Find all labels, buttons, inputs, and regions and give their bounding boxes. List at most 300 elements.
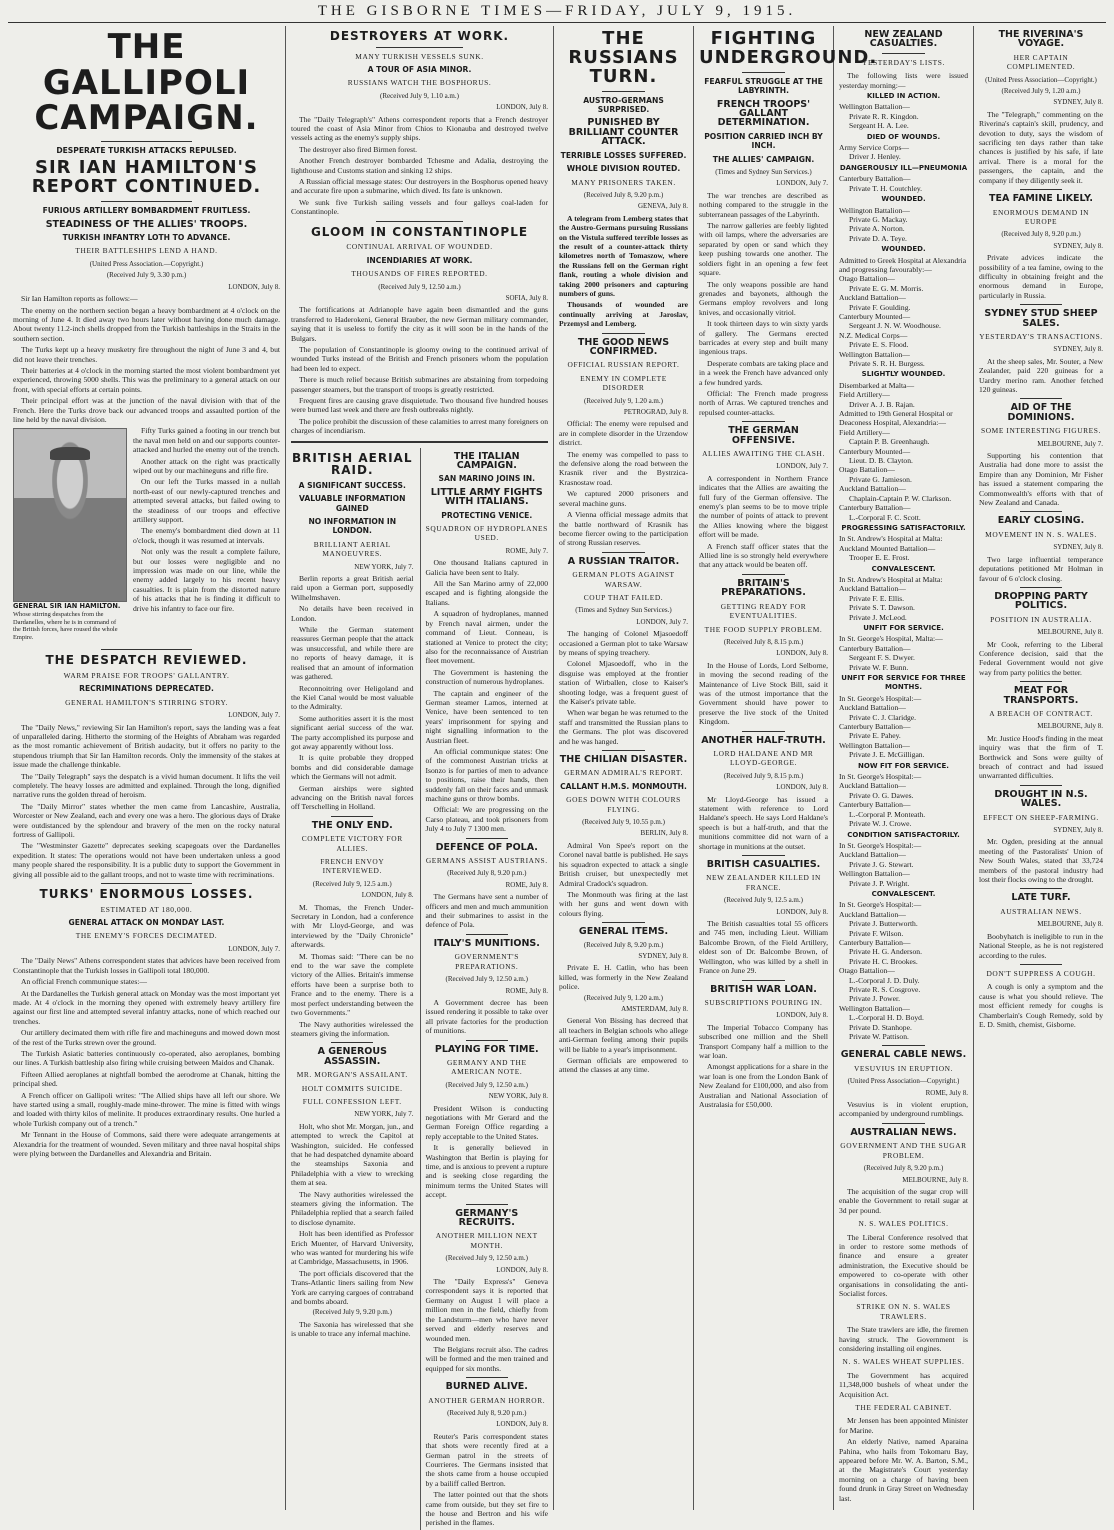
rule xyxy=(1020,189,1062,190)
dateline: LONDON, July 7. xyxy=(228,944,280,953)
dateline: LONDON, July 8. xyxy=(776,907,828,916)
received-line: (Received July 8, 9.20 p.m.) xyxy=(447,869,527,878)
dateline: MELBOURNE, July 8. xyxy=(1037,920,1103,929)
paragraph: Holt has been identified as Professor Erich Muenter, of Harvard University, who was wanted for murdering his wife at Cambridge, Massachusetts, in 1906. xyxy=(291,1229,414,1267)
masthead: THE GISBORNE TIMES—FRIDAY, JULY 9, 1915. xyxy=(8,0,1106,23)
list-unit: In St. Andrew's Hospital at Malta: xyxy=(839,534,943,544)
received-line: (Received July 9, 1.20 a.m.) xyxy=(584,396,663,405)
paragraph: All the San Marino army of 22,000 escaped and is fighting alongside the Italians. xyxy=(425,579,548,607)
paragraph: The Turks kept up a heavy musketry fire throughout the night of June 3 and 4, but did not leave their trenches. xyxy=(13,345,280,364)
dateline: SYDNEY, July 8. xyxy=(1053,241,1103,250)
headline-aerial-raid: BRITISH AERIAL RAID. xyxy=(292,450,413,478)
subhead: LITTLE ARMY FIGHTS WITH ITALIANS. xyxy=(430,486,543,508)
dateline: LONDON, July 8. xyxy=(776,783,828,792)
list-item: Driver A. J. B. Rajan. xyxy=(849,399,915,409)
dateline: MELBOURNE, July 8. xyxy=(1037,628,1103,637)
column-2 xyxy=(286,26,554,1528)
paragraph: President Wilson is conducting negotiations with Mr Gerard and the German Foreign Office regarding a reply acceptable to the United States. xyxy=(425,1103,548,1141)
subhead: CALLANT H.M.S. MONMOUTH. xyxy=(560,781,687,791)
paragraph: Mr. Justice Hood's finding in the meat inquiry was that the firm of T. Borthwick and Sons were guilty of breach of contract and had issued unwarranted difficulties. xyxy=(979,733,1103,781)
list-item: Private H. G. Anderson. xyxy=(849,947,922,957)
headline-munitions: ITALY'S MUNITIONS. xyxy=(433,937,540,949)
list-unit: Wellington Battalion— xyxy=(839,869,910,879)
paragraph: A correspondent in Northern France indicates that the Allies are awaiting the full fury of the German offensive. The enemy's plan seems to be to move triple the number of points of attack to prevent the Allies knowing where the biggest effort will be made. xyxy=(699,473,828,540)
paragraph: Boobyhatch is ineligible to run in the National Steeple, as he is not registered according to the rules. xyxy=(979,931,1103,960)
rule xyxy=(602,552,646,553)
subhead: A BREACH OF CONTRACT. xyxy=(989,708,1093,718)
dateline: ROME, July 8. xyxy=(925,1088,968,1097)
dateline: ROME, July 8. xyxy=(505,880,548,889)
paragraph: The Belgians recruit also. The cadres will be formed and the men trained and equipped for six months. xyxy=(425,1344,548,1373)
list-unit: In St. George's Hospital:— xyxy=(839,840,922,850)
paragraph: Another attack on the right was practically wiped out by our machineguns and rifle fire. xyxy=(133,456,280,475)
received-line: (Received July 9, 10.55 p.m.) xyxy=(582,818,665,827)
sub-column-right xyxy=(420,448,549,1530)
list-unit: Admitted to Greek Hospital at Alexandria and progressing favourably:— xyxy=(839,255,967,274)
subhead: GERMANY AND THE AMERICAN NOTE. xyxy=(446,1057,527,1077)
paragraph: The "Daily News" Athens correspondent states that advices have been received from Constantinople that the Turkish losses in Gallipoli total 180,000. xyxy=(13,956,280,975)
subhead: AUSTRO-GERMANS SURPRISED. xyxy=(583,95,664,115)
list-unit: Otago Battalion— xyxy=(839,966,895,976)
paragraph: German airships were sighted advancing on the British naval forces off Terschelling in Holland. xyxy=(291,783,414,812)
subhead: GERMAN ADMIRAL'S REPORT. xyxy=(564,768,683,778)
dateline: SOFIA, July 8. xyxy=(505,293,548,302)
paragraph: Mr. Ogden, presiding at the annual meeting of the Pastoralists' Union of New South Wales, stated that 33,724 members of the pastoral industry had lost their flocks owing to the drought. xyxy=(979,837,1103,885)
subhead: FEARFUL STRUGGLE AT THE LABYRINTH. xyxy=(704,76,823,96)
subhead: CONTINUAL ARRIVAL OF WOUNDED. xyxy=(346,242,493,252)
dateline: LONDON, July 8. xyxy=(361,891,414,900)
paragraph: Amongst applications for a share in the war loan is one from the London Bank of New Zealand for £100,000, and also from Australian and National Association of Australasia for £50,000. xyxy=(699,1062,828,1109)
paragraph: In the House of Lords, Lord Selborne, in moving the second reading of the Maintenance of Live Stock Bill, said it was of the utmost importance that the Government should have power to preserve the live stock of the United Kingdom. xyxy=(699,660,828,727)
dateline: LONDON, July 8. xyxy=(776,649,828,658)
subhead: COMPLETE VICTORY FOR ALLIES. xyxy=(301,834,403,853)
list-heading: UNFIT FOR SERVICE FOR THREE MONTHS. xyxy=(841,674,966,692)
subhead: LORD HALDANE AND MR LLOYD-GEORGE. xyxy=(713,748,814,768)
subhead: SUBSCRIPTIONS POURING IN. xyxy=(704,997,823,1007)
rule xyxy=(602,922,646,923)
paragraph: The captain and engineer of the German steamer Lamos, interned at Venice, have been sentenced to ten years' imprisonment for spying and night signalling information to the Austrian fleet. xyxy=(425,688,548,745)
received-line: (Received July 9, 1.20 a.m.) xyxy=(1001,87,1081,96)
subhead: FRENCH TROOPS' GALLANT DETERMINATION. xyxy=(716,98,811,129)
list-item: Private E. S. Flood. xyxy=(849,340,909,350)
paragraph: The Liberal Conference resolved that in order to restore some methods of finance and ensure a greater administration, the Executive should be empowered to co-operate with other organisations in consolidating the anti-Socialist forces. xyxy=(839,1232,968,1298)
list-heading: UNFIT FOR SERVICE. xyxy=(863,623,944,632)
dateline: SYDNEY, July 8. xyxy=(1053,543,1103,552)
list-item: Private G. Jamieson. xyxy=(849,474,912,484)
headline-riverina: THE RIVERINA'S VOYAGE. xyxy=(998,29,1084,50)
headline-italian-campaign: THE ITALIAN CAMPAIGN. xyxy=(453,450,520,471)
headline-britains-preparations: BRITAIN'S PREPARATIONS. xyxy=(721,577,806,599)
split-columns xyxy=(291,448,548,1530)
list-item: L.-Corporal P. Monteath. xyxy=(849,809,926,819)
received-line: (Received July 8, 9.20 p.m.) xyxy=(863,1164,944,1173)
paragraph: The State trawlers are idle, the firemen having struck. The Government is considering installing oil engines. xyxy=(839,1325,968,1353)
subhead: POSITION CARRIED INCH BY INCH. xyxy=(704,131,823,151)
headline-tea-famine: TEA FAMINE LIKELY. xyxy=(988,193,1094,205)
paragraph: Reuter's Paris correspondent states that shots were recently fired at a German patrol in the streets of Courrieres. The Germans insisted that the shots came from a house occupied by a bailiff called Bertron. xyxy=(425,1431,548,1488)
subhead: MOVEMENT IN N. S. WALES. xyxy=(985,529,1097,539)
list-heading: CONVALESCENT. xyxy=(871,889,936,898)
paragraph: The British casualties total 55 officers and 745 men, including Lieut. William Balcombe Brown, of the Field Artillery, eldest son of Dr. Balcombe Brown, of Wellington, who was killed by a shell in France on June 29. xyxy=(699,919,828,976)
paragraph: At the Dardanelles the Turkish general attack on Monday was the most important yet made. At 4 o'clock in the morning they opened with extremely heavy artillery fire against our first line and attempted several infantry attacks, none of which reached our trenches. xyxy=(13,988,280,1026)
subhead: INCENDIARIES AT WORK. xyxy=(366,255,473,265)
paragraph: The narrow galleries are feebly lighted with oil lamps, where the adversaries are separated by open or sand which they keep pushing towards one another. The soldiers fight in an opening a few feet square. xyxy=(699,221,828,278)
list-unit: Auckland Battalion— xyxy=(839,850,906,860)
subhead: STRIKE ON N. S. WALES TRAWLERS. xyxy=(856,1302,951,1321)
list-unit: Canterbury Mounted— xyxy=(839,311,911,321)
list-item: Private F. Goulding. xyxy=(849,302,911,312)
headline-only-end: THE ONLY END. xyxy=(311,819,393,831)
paragraph: We sunk five Turkish sailing vessels and four galleys coal-laden for Constantinople. xyxy=(291,197,548,217)
headline-early-closing: EARLY CLOSING. xyxy=(997,515,1085,527)
subhead: STEADINESS OF THE ALLIES' TROOPS. xyxy=(45,218,248,230)
headline-cable-news: GENERAL CABLE NEWS. xyxy=(840,1049,967,1061)
list-heading: WOUNDED. xyxy=(881,245,926,254)
paragraph: The "Telegraph," commenting on the Riverina's captain's skill, prudency, and devotion to duty, says the wisdom of sacrificing ten days rather than take chances is justified by his safe, if late arrival. There is a moral for the passengers, the captain, and the company if they diligently seek it. xyxy=(979,109,1103,185)
received-line: (Received July 8, 9.20 p.m.) xyxy=(583,940,664,949)
list-item: L.-Corporal J. D. Duly. xyxy=(849,975,920,985)
list-item: Private S. R. H. Burgess. xyxy=(849,359,925,368)
list-item: Private W. F. Bunn. xyxy=(849,662,909,672)
rule xyxy=(1020,398,1062,399)
list-item: Captain P. B. Greenhaugh. xyxy=(849,437,930,447)
received-line: (Received July 9, 8.15 p.m.) xyxy=(723,771,804,780)
rule xyxy=(602,91,646,92)
list-item: Sergeant H. A. Lee. xyxy=(849,121,909,131)
paragraph: Official: The French made progress north of Arras. We captured trenches and repulsed counter-attacks. xyxy=(699,388,828,417)
rule xyxy=(742,421,786,422)
subhead: HOLT COMMITS SUICIDE. xyxy=(301,1083,403,1093)
received-line: (Received July 9, 9.20 p.m.) xyxy=(312,1308,392,1317)
list-item: Private E. Pahey. xyxy=(849,731,901,741)
list-unit: Otago Battalion— xyxy=(839,274,895,284)
paragraph: Frequent fires are causing grave disquietude. Two thousand five hundred houses were burned last week and there are fresh outbreaks nightly. xyxy=(291,395,548,415)
headline-defence-pola: DEFENCE OF POLA. xyxy=(435,841,538,853)
paragraph: A French officer on Gallipoli writes: "The Allied ships have all left our shore. We have started using a small, roughly-made mine-thrower. The mine is fitted with wings and loaded with thirty kilos of melinite. It produces extraordinary results. One hurled a whole Turkish company out of a trench." xyxy=(13,1090,280,1128)
list-unit: Field Artillery— xyxy=(839,390,890,400)
paragraph: There is much relief because British submarines are abstaining from torpedoing passenger steamers, but the transport of troops is greatly restricted. xyxy=(291,375,548,394)
list-heading: SLIGHTLY WOUNDED. xyxy=(861,370,946,379)
subhead: SAN MARINO JOINS IN. xyxy=(438,474,536,484)
rule xyxy=(101,883,192,884)
subhead: COUP THAT FAILED. xyxy=(583,592,664,602)
subhead: THE ENEMY'S FORCES DECIMATED. xyxy=(75,931,218,941)
list-heading: CONDITION SATISFACTORILY. xyxy=(847,830,960,839)
list-item: L.-Corporal H. D. Boyd. xyxy=(849,1013,924,1023)
paragraph: Our artillery decimated them with rifle fire and machineguns and mowed down most of the rest of the Turks strewn over the ground. xyxy=(13,1028,280,1047)
received-line: (Received July 9, 12.5 a.m.) xyxy=(312,879,392,888)
list-item: Private E. G. M. Morris. xyxy=(849,283,924,293)
headline-burned-alive: BURNED ALIVE. xyxy=(445,1381,528,1393)
received-line: (Received July 9, 12.5 a.m.) xyxy=(724,896,803,905)
list-item: Driver J. Henley. xyxy=(849,152,901,162)
list-unit: Wellington Battalion— xyxy=(839,740,910,750)
subhead: THE FEDERAL CABINET. xyxy=(855,1403,952,1413)
paragraph: Mr Cook, referring to the Liberal Conference decision, said that the Federal Government would not give way from party politics the better. xyxy=(979,639,1103,677)
paragraph: A squadron of hydroplanes, manned by French naval airmen, under the command of Lieut. Conneau, is stationed at Venice to protect the city; also for the reconnaissance of Austrian fleet movement. xyxy=(425,609,548,666)
received-line: (Received July 9, 12.50 a.m.) xyxy=(445,1080,528,1089)
list-unit: Auckland Battalion— xyxy=(839,703,906,713)
paragraph: It is quite probable they dropped bombs and did considerable damage which the Germans will not admit. xyxy=(291,753,414,782)
subhead: N. S. WALES POLITICS. xyxy=(858,1219,949,1229)
rule xyxy=(742,980,786,981)
paragraph: It is generally believed in Washington that Berlin is playing for time, and is anxious to prevent a rupture and is seeking close regarding the minimum terms the United States will accept. xyxy=(425,1143,548,1200)
paragraph: Mr Lloyd-George has issued a statement with reference to Lord Haldane's speech. He says Lord Haldane's speech is but a half-truth, and that the munitions committee did not warn of a shortage in munitions at the outset. xyxy=(699,794,828,851)
paragraph: The destroyer also fired Birmen forest. xyxy=(299,144,418,154)
subhead: A TOUR OF ASIA MINOR. xyxy=(367,65,472,74)
list-unit: Canterbury Battalion— xyxy=(839,503,911,513)
list-unit: Canterbury Mounted— xyxy=(839,446,911,456)
dateline: ROME, July 7. xyxy=(505,546,548,555)
dateline: NEW YORK, July 7. xyxy=(354,1110,414,1119)
subhead: AUSTRALIAN NEWS. xyxy=(1000,906,1082,916)
dateline: LONDON, July 8. xyxy=(496,1420,548,1429)
paragraph: Mr Jensen has been appointed Minister for Marine. xyxy=(839,1416,968,1435)
list-item: Private W. Pattison. xyxy=(849,1032,909,1042)
list-heading: KILLED IN ACTION. xyxy=(866,92,941,101)
dateline: LONDON, July 8. xyxy=(496,103,548,112)
dateline: LONDON, July 8. xyxy=(228,282,280,291)
received-line: (Received July 9, 1.20 a.m.) xyxy=(584,993,663,1002)
list-item: L.-Corporal F. C. Scott. xyxy=(849,512,921,522)
headline-general-items: GENERAL ITEMS. xyxy=(578,926,669,938)
dateline: LONDON, July 8. xyxy=(776,1011,828,1020)
list-item: Private J. Power. xyxy=(849,994,901,1004)
paragraph: M. Thomas said: "There can be no end to the war save the complete victory of the Allies. Britain's immense efforts have been a surprise both to France and to the enemy. There is a most perfect understanding between the two Governments." xyxy=(291,951,414,1018)
rule xyxy=(1020,511,1062,512)
list-item: Lieut. D. B. Clayton. xyxy=(849,456,913,466)
list-item: Private R. R. Kingdon. xyxy=(849,111,919,121)
paragraph: We captured 2000 prisoners and several machine guns. xyxy=(559,489,688,508)
received-line: (Received July 8, 9.20 p.m.) xyxy=(583,190,664,199)
subhead: ESTIMATED AT 180,000. xyxy=(100,904,193,914)
list-unit: Canterbury Battalion— xyxy=(839,643,911,653)
credit-line: (United Press Association—Copyright.) xyxy=(985,75,1097,84)
rule xyxy=(882,1123,926,1124)
subhead: VESUVIUS IN ERUPTION. xyxy=(853,1063,954,1073)
paragraph: The war trenches are described as nothing compared to the struggle in the subterranean passages of the Labyrinth. xyxy=(699,190,828,219)
dateline: MELBOURNE, July 8. xyxy=(902,1175,968,1184)
list-unit: Auckland Battalion— xyxy=(839,584,906,594)
paragraph: The enemy's bombardment died down at 11 o'clock, though it was resumed at intervals. xyxy=(133,526,280,545)
headline-despatch: THE DESPATCH REVIEWED. xyxy=(45,653,248,668)
paragraph: The Saxonia has wirelessed that she is unable to trace any infernal machine. xyxy=(291,1319,414,1339)
list-item: Private F. Wilson. xyxy=(849,928,904,938)
list-unit: Canterbury Battalion— xyxy=(839,722,911,732)
list-item: Private J. Butterworth. xyxy=(849,919,918,929)
rule xyxy=(466,1040,508,1041)
paragraph: Official: The enemy were repulsed and are in complete disorder in the Urzendow district. xyxy=(559,419,688,448)
paragraph: The Navy authorities wirelessed the steamers giving the information. The Philadelphia replied that a search failed to disclose dynamite. xyxy=(291,1189,414,1227)
list-heading: CONVALESCENT. xyxy=(871,564,936,573)
list-heading: PROGRESSING SATISFACTORILY. xyxy=(841,523,966,532)
subhead: THEIR BATTLESHIPS LEND A HAND. xyxy=(75,246,218,256)
paragraph: M. Thomas, the French Under-Secretary in London, had a conference with Mr Lloyd-George, and was interviewed by the "Daily Chronicle" afterwards. xyxy=(291,902,414,950)
list-heading: DIED OF WOUNDS. xyxy=(866,132,941,141)
paragraph: A Government decree has been issued rendering it possible to take over all private factories for the production of munitions. xyxy=(425,997,548,1036)
list-unit: N.Z. Medical Corps— xyxy=(839,330,908,340)
list-unit: In St. Andrew's Hospital at Malta: xyxy=(839,574,943,584)
list-unit: In St. George's Hospital:— xyxy=(839,772,922,782)
paragraph: The "Westminster Gazette" deprecates seeking scapegoats over the Dardanelles expedition. It states: The operations would not have been undertaken unless a good many people shared the responsibility. It is a public duty to support the Government in giving all possible aid to the gallant troops, and not to waste time with recriminations. xyxy=(13,841,280,879)
paragraph: Fifty Turks gained a footing in our trench but the naval men held on and our supports counter-attacked and hurled the enemy out of the trench. xyxy=(133,426,280,455)
headline-gallipoli: THE GALLIPOLI CAMPAIGN. xyxy=(34,27,259,139)
paragraph: The police prohibit the discussion of these calamities to arrest many foreigners on charges of incendiarism. xyxy=(291,416,548,436)
list-item: Private J. E. McGilligan. xyxy=(849,750,925,760)
subhead: MANY PRISONERS TAKEN. xyxy=(571,177,676,187)
rule xyxy=(1020,681,1062,682)
list-heading: NOW FIT FOR SERVICE. xyxy=(858,761,949,770)
headline-recruits: GERMANY'S RECRUITS. xyxy=(455,1207,519,1229)
column-5 xyxy=(834,26,974,1510)
paragraph: When war began he was returned to the staff and transmitted the Russian plans to the Germans. The plot was discovered and he was hanged. xyxy=(559,708,688,746)
list-unit: Auckland Battalion— xyxy=(839,781,906,791)
caption-title: GENERAL SIR IAN HAMILTON. xyxy=(13,602,121,611)
subhead: YESTERDAY'S TRANSACTIONS. xyxy=(979,331,1103,341)
list-unit: In St. George's Hospital:— xyxy=(839,693,922,703)
paragraph: It took thirteen days to win sixty yards of gallery. The Germans erected barricades at every step and built many ingenious traps. xyxy=(699,319,828,357)
caption-text: Whose stirring despatches from the Dardanelles, where he is in command of the British forces, have roused the whole Empire. xyxy=(13,610,118,641)
list-unit: Auckland Battalion— xyxy=(839,293,906,303)
paragraph: German officials are empowered to attend the classes at any time. xyxy=(559,1056,688,1075)
received-line: (Received July 9, 12.50 a.m.) xyxy=(445,975,528,984)
subhead: PUNISHED BY BRILLIANT COUNTER ATTACK. xyxy=(568,117,679,148)
paragraph: Fifteen Allied aeroplanes at nightfall bombed the aerodrome at Chanak, hitting the principal shed. xyxy=(13,1069,280,1089)
rule xyxy=(466,1377,508,1378)
list-item: Sergeant J. N. W. Woodhouse. xyxy=(849,321,941,331)
subhead: SQUADRON OF HYDROPLANES USED. xyxy=(425,524,548,543)
headline-good-news: THE GOOD NEWS CONFIRMED. xyxy=(577,336,670,358)
paragraph: Desperate combats are taking place and in a week the French have advanced only a few hundred yards. xyxy=(699,358,828,387)
list-unit: In St. George's Hospital:— xyxy=(839,900,922,910)
subhead: TERRIBLE LOSSES SUFFERED. xyxy=(560,150,687,160)
paragraph: The following lists were issued yesterday morning:— xyxy=(839,71,968,90)
subhead: GOES DOWN WITH COLOURS FLYING. xyxy=(566,795,681,814)
subhead: GETTING READY FOR EVENTUALITIES. xyxy=(720,601,807,621)
subhead: VALUABLE INFORMATION GAINED xyxy=(299,494,406,513)
paragraph: The "Daily Express's" Geneva correspondent says it is reported that Germany on August 1 will place a million men in the field, chiefly from the Landsturm—men who have never served and elderly reserves and wounded men. xyxy=(425,1277,548,1343)
list-unit: Disembarked at Malta— xyxy=(839,380,915,390)
dateline: SYDNEY, July 8. xyxy=(1053,98,1103,107)
list-item: Private D. Stanhope. xyxy=(849,1022,912,1032)
dateline: SYDNEY, July 8. xyxy=(638,951,688,960)
list-item: Private H. C. Brookes. xyxy=(849,956,918,966)
subhead: FURIOUS ARTILLERY BOMBARDMENT FRUITLESS. xyxy=(42,206,251,216)
list-item: Private J. McLeod. xyxy=(849,612,907,622)
list-item: Private J. G. Stewart. xyxy=(849,859,914,869)
subhead: NEW ZEALANDER KILLED IN FRANCE. xyxy=(706,873,821,892)
rule xyxy=(331,1042,373,1043)
paragraph: Official: We are progressing on the Carso plateau, and took prisoners from July 4 to July 7 1300 men. xyxy=(425,805,548,834)
paragraph: An elderly Native, named Aparaina Pahina, who hails from Tokomaru Bay, appeared before Mr. W. A. Barton, S.M., at the Magistrate's Court yesterday morning on a charge of having been found drunk in Gray Street on Wednesday last. xyxy=(839,1437,968,1503)
rule xyxy=(882,1045,926,1046)
list-item: Private W. J. Crowe. xyxy=(849,819,912,829)
dateline: PETROGRAD, July 8. xyxy=(623,408,688,417)
subhead: GOVERNMENT'S PREPARATIONS. xyxy=(454,952,519,971)
subhead: MR. MORGAN'S ASSAILANT. xyxy=(296,1070,408,1080)
rule xyxy=(1020,304,1062,305)
dateline: NEW YORK, July 8. xyxy=(488,1092,548,1101)
paragraph: The Government is hastening the construction of numerous hydroplanes. xyxy=(425,667,548,687)
paragraph: Thousands of wounded are continually arriving at Jaroslav, Przemysl and Lemberg. xyxy=(559,300,688,329)
list-unit: Wellington Battalion— xyxy=(839,349,910,359)
paragraph: Admiral Von Spee's report on the Coronel naval battle is published. He says his squadron expected to attack a single British cruiser, but unexpectedly met Admiral Cradock's squadron. xyxy=(559,840,688,888)
headline-war-loan: BRITISH WAR LOAN. xyxy=(710,983,817,995)
received-line: (United Press Association—Copyright.) xyxy=(847,1077,960,1086)
headline-party-politics: DROPPING PARTY POLITICS. xyxy=(994,590,1088,612)
list-item: Private R. S. Cosgrove. xyxy=(849,985,921,994)
rule xyxy=(742,855,786,856)
column-3 xyxy=(554,26,694,1510)
list-unit: Wellington Battalion— xyxy=(839,205,910,215)
headline-destroyers: DESTROYERS AT WORK. xyxy=(329,29,510,43)
paragraph: General Von Bissing has decreed that all teachers in Belgian schools who allege anti-German feeling among their pupils will be liable to a year's imprisonment. xyxy=(559,1016,688,1054)
paragraph: Reconnoitring over Heligoland and the Kiel Canal would be most valuable to the Admiralty. xyxy=(291,683,414,712)
list-unit: Auckland Mounted Battalion— xyxy=(839,543,936,553)
list-unit: Wellington Battalion— xyxy=(839,1003,910,1013)
dateline: LONDON, July 7. xyxy=(636,617,688,626)
paragraph: The "Daily Telegraph" says the despatch is a vivid human document. It lifts the veil completely. The heavy losses are admitted and explained. Through the long, dignified narrative runs the golden thread of heroism. xyxy=(13,771,280,800)
paragraph: Supporting his contention that Australia had done more to assist the Empire than any Dominion, Mr Fisher has issued a statement comparing the Commonwealth's efforts with that of New Zealand and Canada. xyxy=(979,451,1103,508)
subhead: ENORMOUS DEMAND IN EUROPE xyxy=(992,207,1090,226)
paragraph: While the German statement reassures German people that the attack was unsuccessful, and while there are no reports of heavy damage, it is realised that an amount of information was gathered. xyxy=(291,625,414,682)
headline-hamilton-report: SIR IAN HAMILTON'S REPORT CONTINUED. xyxy=(31,157,262,198)
list-item: Private F. E. Ellis. xyxy=(849,593,905,603)
headline-fighting-underground: FIGHTING UNDERGROUND. xyxy=(699,28,878,68)
subhead: PROTECTING VENICE. xyxy=(441,510,533,520)
dateline: LONDON, July 7. xyxy=(776,179,828,188)
dateline: GENEVA, July 8. xyxy=(637,202,688,211)
paragraph: Colonel Mjasoedoff, who in the disguise was employed at the frontier station of Wirballen, close to Kaiser's shooting lodge, was a frequent guest of the Kaiser's private table. xyxy=(559,659,688,707)
rule xyxy=(1020,964,1062,965)
list-unit: Admitted to 19th General Hospital or Deaconess Hospital, Alexandria:— xyxy=(839,409,953,428)
headline-russians-turn: THE RUSSIANS TURN. xyxy=(568,28,679,87)
paragraph: Another French destroyer bombarded Tchesme and Adalia, destroying the lighthouse and Customs station and sinking 12 ships. xyxy=(291,156,548,175)
list-unit: Field Artillery— xyxy=(839,427,890,437)
rule xyxy=(466,934,508,935)
list-unit: Canterbury Battalion— xyxy=(839,937,911,947)
list-item: Private G. Mackay. xyxy=(849,214,908,224)
paragraph: A telegram from Lemberg states that the Austro-Germans pursuing Russians on the Vistula suffered terrible losses as the result of a counter-attack thirty kilometres north of Tomaszow, where the Russians fell on the German right flank, routing a whole division and taking 2000 prisoners and capturing numbers of guns. xyxy=(559,213,688,298)
headline-stud-sheep: SYDNEY STUD SHEEP SALES. xyxy=(984,308,1098,329)
paragraph: Sir Ian Hamilton reports as follows:— xyxy=(21,294,138,304)
received-line: (Received July 8, 8.15 p.m.) xyxy=(723,637,804,646)
paragraph: The Government has acquired 11,348,000 bushels of wheat under the Acquisition Act. xyxy=(839,1370,968,1399)
subhead: ANOTHER GERMAN HORROR. xyxy=(428,1395,546,1405)
headline-nz-casualties: NEW ZEALAND CASUALTIES. xyxy=(864,29,943,50)
rule xyxy=(376,221,463,222)
subhead: HER CAPTAIN COMPLIMENTED. xyxy=(1006,52,1076,72)
dateline: ROME, July 8. xyxy=(505,986,548,995)
paragraph: The "Daily Mirror" states whether the men came from Lancashire, Australia, Worcester or New Zealand, each and every one was a hero. The glorious days of Drake were outdistanced by the splendour and bravery of the men on the rocky natural fortress of Gallipoli. xyxy=(13,801,280,840)
paragraph: A Vienna official message admits that the battle northward of Krasnik has become fiercer owing to the participation of strong Russian reserves. xyxy=(559,510,688,548)
subhead: POSITION IN AUSTRALIA. xyxy=(990,614,1092,624)
rule xyxy=(1020,587,1062,588)
subhead: GERMANS ASSIST AUSTRIANS. xyxy=(425,856,548,866)
paragraph: Not only was the result a complete failure, but our losses were negligible and no impression was made on our line, while the enemy added largely to his recent heavy casualties. It is plain from the distorted nature of his attacks that he is finding it difficult to drive his infantry to face our fire. xyxy=(133,547,280,613)
paragraph: Berlin reports a great British aerial raid upon a German port, supposedly Wilhelmshaven. xyxy=(291,574,414,602)
subhead: YESTERDAY'S LISTS. xyxy=(862,57,945,67)
headline-aid-dominions: AID OF THE DOMINIONS. xyxy=(1007,402,1075,423)
received-line: (Received July 9, 12.50 a.m.) xyxy=(378,282,461,291)
paragraph: The acquisition of the sugar crop will enable the Government to retail sugar at 3d per pound. xyxy=(839,1186,968,1215)
subhead: DON'T SUPPRESS A COUGH. xyxy=(986,968,1096,978)
paragraph: The Navy authorities wirelessed the steamers giving the information. xyxy=(291,1019,414,1038)
rule xyxy=(331,816,373,817)
rule xyxy=(742,731,786,732)
list-item: Private O. G. Dawes. xyxy=(849,790,914,800)
received-line: (Received July 8, 9.20 p.m.) xyxy=(1001,230,1081,239)
